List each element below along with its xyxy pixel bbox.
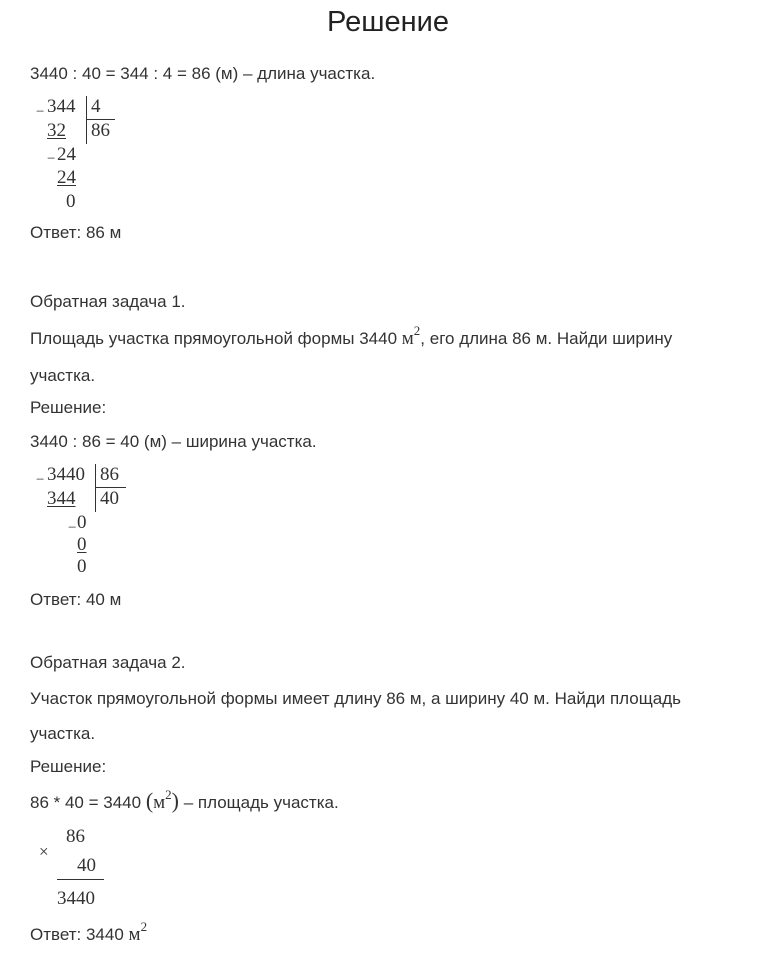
equation-length: 3440 : 40 = 344 : 4 = 86 (м) – длина участка. bbox=[30, 64, 376, 83]
division-bar bbox=[95, 464, 96, 512]
exponent: 2 bbox=[165, 787, 172, 802]
minus-sign: − bbox=[36, 472, 45, 488]
minus-sign: − bbox=[47, 151, 56, 167]
divisor: 4 bbox=[91, 96, 101, 117]
inverse-task-1-text bbox=[30, 323, 673, 350]
remainder: 24 bbox=[57, 144, 76, 165]
inverse-task-2-text-cont: участка. bbox=[30, 724, 96, 743]
unit: м bbox=[128, 924, 141, 945]
solution-label: Решение: bbox=[30, 398, 107, 417]
answer-1: Ответ: 86 м bbox=[30, 223, 122, 242]
paren-open: ( bbox=[145, 788, 154, 813]
equation-width: 3440 : 86 = 40 (м) – ширина участка. bbox=[30, 432, 317, 451]
inverse-task-2-heading: Обратная задача 2. bbox=[30, 653, 186, 672]
multiplier: 40 bbox=[77, 855, 96, 876]
multiply-sign: × bbox=[39, 842, 49, 861]
unit: м bbox=[153, 792, 166, 813]
inverse-task-2-text: Участок прямоугольной формы имеет длину 86 м, а ширину 40 м. Найди площадь bbox=[30, 689, 681, 708]
inverse-task-1-heading: Обратная задача 1. bbox=[30, 292, 186, 311]
quotient: 86 bbox=[91, 120, 110, 141]
solution-label: Решение: bbox=[30, 757, 107, 776]
equation-area bbox=[30, 788, 339, 814]
multiplicand: 86 bbox=[66, 826, 85, 847]
answer-text: Ответ: 3440 bbox=[30, 925, 124, 944]
minus-sign: − bbox=[68, 520, 77, 536]
equation-part: – площадь участка. bbox=[183, 793, 339, 812]
text-part: Площадь участка прямоугольной формы 3440 bbox=[30, 329, 398, 348]
remainder: 0 bbox=[77, 512, 87, 533]
equation-part: 86 * 40 = 3440 bbox=[30, 793, 142, 812]
text-part: , его длина 86 м. Найди ширину bbox=[420, 329, 673, 348]
paren-close: ) bbox=[171, 788, 179, 813]
subtrahend: 0 bbox=[77, 534, 87, 555]
remainder: 0 bbox=[66, 191, 76, 212]
inverse-task-1-text-cont: участка. bbox=[30, 366, 96, 385]
answer-3 bbox=[30, 919, 148, 946]
subtrahend: 344 bbox=[47, 488, 76, 509]
answer-2: Ответ: 40 м bbox=[30, 590, 122, 609]
quotient: 40 bbox=[100, 488, 119, 509]
page-title: Решение bbox=[327, 6, 449, 38]
remainder: 0 bbox=[77, 556, 87, 577]
product: 3440 bbox=[57, 888, 95, 909]
unit: м bbox=[401, 328, 414, 349]
subtrahend: 32 bbox=[47, 120, 66, 141]
subtrahend: 24 bbox=[57, 167, 76, 188]
divisor: 86 bbox=[100, 464, 119, 485]
dividend: 344 bbox=[47, 96, 76, 117]
product-line bbox=[57, 879, 104, 880]
minus-sign: − bbox=[36, 104, 45, 120]
dividend: 3440 bbox=[47, 464, 85, 485]
exponent: 2 bbox=[413, 323, 421, 338]
division-bar bbox=[86, 96, 87, 144]
exponent: 2 bbox=[140, 919, 148, 934]
